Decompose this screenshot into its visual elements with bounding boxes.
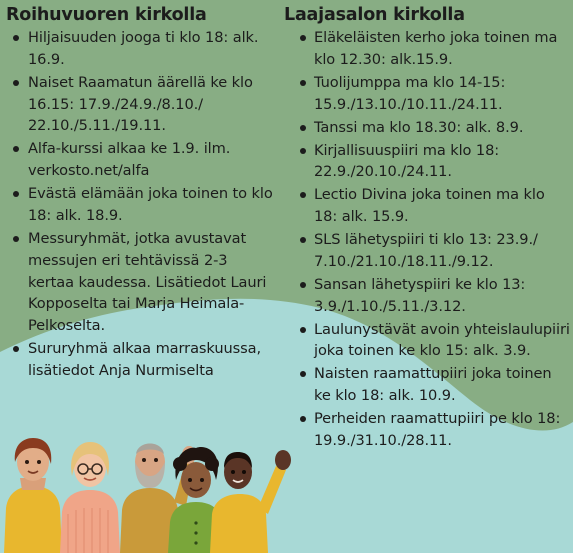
list-item: Kirjallisuuspiiri ma klo 18: 22.9./20.10./24.11. bbox=[284, 140, 570, 184]
list-item: Messuryhmät, jotka avustavat messujen eri tehtävissä 2-3 kertaa kaudessa. Lisätiedot Lauri Kopposelta tai Marja Heimala-Pelkoselta. bbox=[6, 228, 274, 337]
people-illustration bbox=[0, 430, 300, 553]
list-item: Evästä elämään joka toinen to klo 18: alk. 18.9. bbox=[6, 183, 274, 227]
list-item: Naiset Raamatun äärellä ke klo 16.15: 17.9./24.9./8.10./ 22.10./5.11./19.11. bbox=[6, 72, 274, 137]
list-item: Alfa-kurssi alkaa ke 1.9. ilm. verkosto.net/alfa bbox=[6, 138, 274, 182]
list-item: Tuolijumppa ma klo 14-15: 15.9./13.10./10.11./24.11. bbox=[284, 72, 570, 116]
roihuvuori-heading: Roihuvuoren kirkolla bbox=[6, 5, 207, 25]
person-yellow-jacket bbox=[210, 450, 291, 553]
left-column bbox=[6, 4, 274, 383]
list-item: Hiljaisuuden jooga ti klo 18: alk. 16.9. bbox=[6, 27, 274, 71]
list-item: Lectio Divina joka toinen ma klo 18: alk. 15.9. bbox=[284, 184, 570, 228]
person-pink-sweater bbox=[60, 442, 120, 553]
list-item: Naisten raamattupiiri joka toinen ke klo 18: alk. 10.9. bbox=[284, 363, 570, 407]
person-yellow-shirt bbox=[4, 438, 62, 553]
list-item: Sansan lähetyspiiri ke klo 13: 3.9./1.10./5.11./3.12. bbox=[284, 274, 570, 318]
list-item: Laulunystävät avoin yhteislaulupiiri joka toinen ke klo 15: alk. 3.9. bbox=[284, 319, 570, 363]
laajasalo-heading: Laajasalon kirkolla bbox=[284, 5, 465, 25]
list-item: Perheiden raamattupiiri pe klo 18: 19.9./31.10./28.11. bbox=[284, 408, 570, 452]
list-item: Eläkeläisten kerho joka toinen ma klo 12.30: alk.15.9. bbox=[284, 27, 570, 71]
right-column bbox=[284, 4, 570, 453]
laajasalo-list bbox=[284, 27, 570, 452]
list-item: Tanssi ma klo 18.30: alk. 8.9. bbox=[284, 117, 570, 139]
roihuvuori-list bbox=[6, 27, 274, 382]
list-item: Sururyhmä alkaa marraskuussa, lisätiedot Anja Nurmiselta bbox=[6, 338, 274, 382]
list-item: SLS lähetyspiiri ti klo 13: 23.9./ 7.10./21.10./18.11./9.12. bbox=[284, 229, 570, 273]
